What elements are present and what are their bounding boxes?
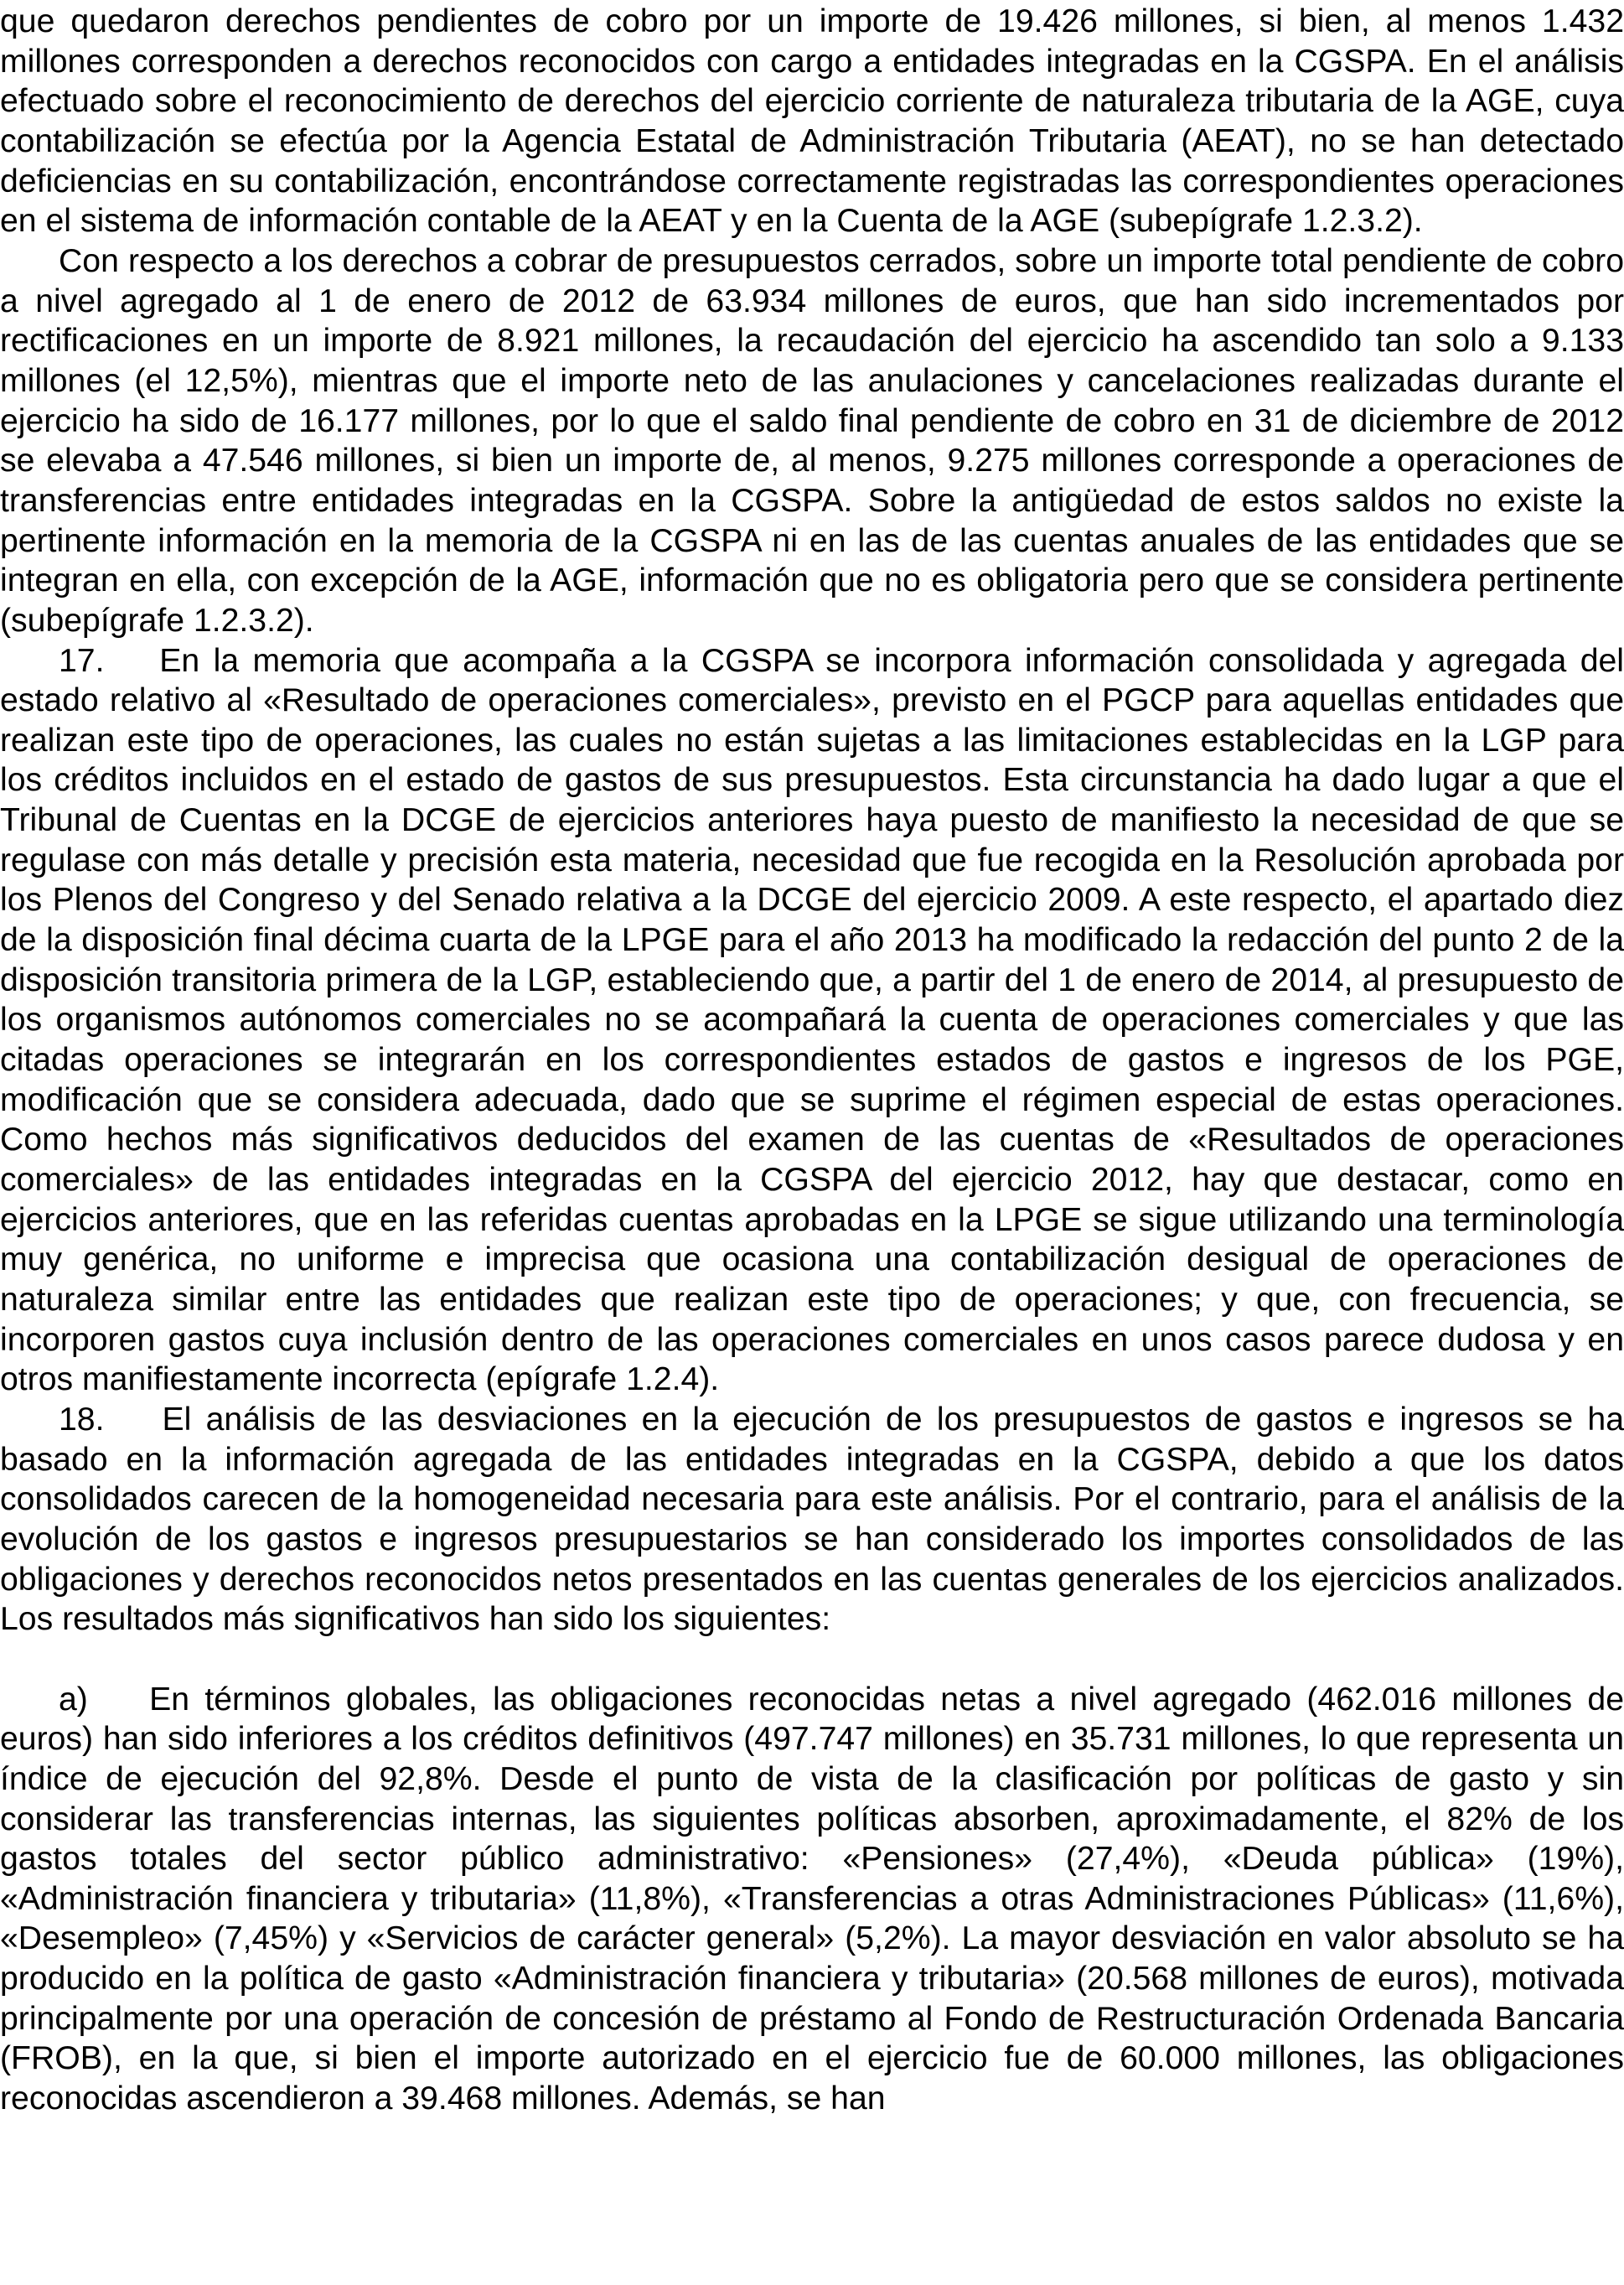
paragraph: a) En términos globales, las obligaciones reconocidas netas a nivel agregado (462.016 millones de euros) han sido inferiores a los créditos definitivos (497.747 millones) en 35.731 millones, lo que representa un índice de ejecución del 92,8%. Desde el punto de vista de la clasificación por políticas de gasto y sin considerar las transferencias internas, las siguientes políticas absorben, aproximadamente, el 82% de los gastos totales del sector público administrativo: «Pensiones» (27,4%), «Deuda pública» (19%), «Administración financiera y tributaria» (11,8%), «Transferencias a otras Administraciones Públicas» (11,6%), «Desempleo» (7,45%) y «Servicios de carácter general» (5,2%). La mayor desviación en valor absoluto se ha producido en la política de gasto «Administración financiera y tributaria» (20.568 millones de euros), motivada principalmente por una operación de concesión de préstamo al Fondo de Restructuración Ordenada Bancaria (FROB), en la que, si bien el importe autorizado en el ejercicio fue de 60.000 millones, las obligaciones reconocidas ascendieron a 39.468 millones. Además, se han <box>0 1681 1624 2117</box>
paragraph: 17. En la memoria que acompaña a la CGSPA se incorpora información consolidada y agregada del estado relativo al «Resultado de operaciones comerciales», previsto en el PGCP para aquellas entidades que realizan este tipo de operaciones, las cuales no están sujetas a las limitaciones establecidas en la LGP para los créditos incluidos en el estado de gastos de sus presupuestos. Esta circunstancia ha dado lugar a que el Tribunal de Cuentas en la DCGE de ejercicios anteriores haya puesto de manifiesto la necesidad de que se regulase con más detalle y precisión esta materia, necesidad que fue recogida en la Resolución aprobada por los Plenos del Congreso y del Senado relativa a la DCGE del ejercicio 2009. A este respecto, el apartado diez de la disposición final décima cuarta de la LPGE para el año 2013 ha modificado la redacción del punto 2 de la disposición transitoria primera de la LGP, estableciendo que, a partir del 1 de enero de 2014, al presupuesto de los organismos autónomos comerciales no se acompañará la cuenta de operaciones comerciales y que las citadas operaciones se integrarán en los correspondientes estados de gastos e ingresos de los PGE, modificación que se considera adecuada, dado que se suprime el régimen especial de estas operaciones. Como hechos más significativos deducidos del examen de las cuentas de «Resultados de operaciones comerciales» de las entidades integradas en la CGSPA del ejercicio 2012, hay que destacar, como en ejercicios anteriores, que en las referidas cuentas aprobadas en la LPGE se sigue utilizando una terminología muy genérica, no uniforme e imprecisa que ocasiona una contabilización desigual de operaciones de naturaleza similar entre las entidades que realizan este tipo de operaciones; y que, con frecuencia, se incorporen gastos cuya inclusión dentro de las operaciones comerciales en unos casos parece dudosa y en otros manifiestamente incorrecta (epígrafe 1.2.4). <box>0 642 1624 1398</box>
document-body <box>0 2 1624 2119</box>
paragraph: que quedaron derechos pendientes de cobro por un importe de 19.426 millones, si bien, al menos 1.432 millones corresponden a derechos reconocidos con cargo a entidades integradas en la CGSPA. En el análisis efectuado sobre el reconocimiento de derechos del ejercicio corriente de naturaleza tributaria de la AGE, cuya contabilización se efectúa por la Agencia Estatal de Administración Tributaria (AEAT), no se han detectado deficiencias en su contabilización, encontrándose correctamente registradas las correspondientes operaciones en el sistema de información contable de la AEAT y en la Cuenta de la AGE (subepígrafe 1.2.3.2). <box>0 3 1624 240</box>
paragraph: Con respecto a los derechos a cobrar de presupuestos cerrados, sobre un importe total pendiente de cobro a nivel agregado al 1 de enero de 2012 de 63.934 millones de euros, que han sido incrementados por rectificaciones en un importe de 8.921 millones, la recaudación del ejercicio ha ascendido tan solo a 9.133 millones (el 12,5%), mientras que el importe neto de las anulaciones y cancelaciones realizadas durante el ejercicio ha sido de 16.177 millones, por lo que el saldo final pendiente de cobro en 31 de diciembre de 2012 se elevaba a 47.546 millones, si bien un importe de, al menos, 9.275 millones corresponde a operaciones de transferencias entre entidades integradas en la CGSPA. Sobre la antigüedad de estos saldos no existe la pertinente información en la memoria de la CGSPA ni en las de las cuentas anuales de las entidades que se integran en ella, con excepción de la AGE, información que no es obligatoria pero que se considera pertinente (subepígrafe 1.2.3.2). <box>0 242 1624 639</box>
paragraph: 18. El análisis de las desviaciones en la ejecución de los presupuestos de gastos e ingresos se ha basado en la información agregada de las entidades integradas en la CGSPA, debido a que los datos consolidados carecen de la homogeneidad necesaria para este análisis. Por el contrario, para el análisis de la evolución de los gastos e ingresos presupuestarios se han considerado los importes consolidados de las obligaciones y derechos reconocidos netos presentados en las cuentas generales de los ejercicios analizados. Los resultados más significativos han sido los siguientes: <box>0 1401 1624 1638</box>
paragraph-spacer <box>0 1640 1624 1680</box>
